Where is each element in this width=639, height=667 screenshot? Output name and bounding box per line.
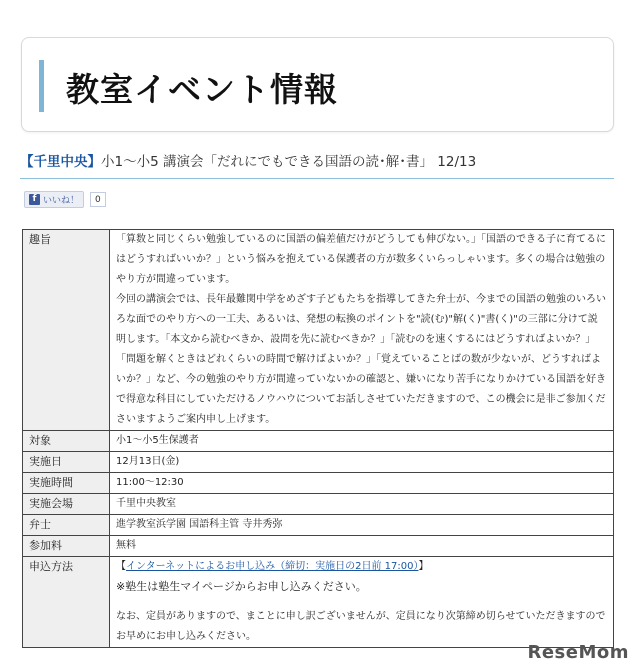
speaker-value: 進学教室浜学園 国語科主管 寺井秀弥 xyxy=(110,515,614,536)
like-count: 0 xyxy=(90,192,106,207)
table-row xyxy=(23,452,614,473)
fee-value: 無料 xyxy=(110,536,614,557)
apply-value xyxy=(110,557,614,648)
time-value: 11:00～12:30 xyxy=(110,473,614,494)
apply-online-link[interactable]: インターネットによるお申し込み（締切：実施日の2日前 17:00） xyxy=(126,561,419,572)
table-row xyxy=(23,494,614,515)
table-row xyxy=(23,536,614,557)
social-bar xyxy=(24,191,106,208)
apply-footer: なお、定員がありますので、まことに申し訳ございませんが、定員になり次第締め切らせていただきますのでお早めにお申し込みください。 xyxy=(116,611,606,642)
table-row xyxy=(23,230,614,431)
table-row xyxy=(23,473,614,494)
gist-paragraph: 今回の講演会では、長年最難関中学をめざす子どもたちを指導してきた弁士が、今までの国語の勉強のいろいろな面でのやり方への一工夫、あるいは、発想の転換のポイントを"読(む)"解(く)"書(く)"の三部に分けて説明します。「本文から読むべきか、設問を先に読むべきか？」「読むのを速くするにはどうすればよいか？」「問題を解くときはどれくらいの時間で解けばよいか？」「覚えていることばの数が少ないが、どうすればよいか？」など、今の勉強のやり方が間違っていないかの確認と、嫌いになり苦手になりかけている国語を好きで得意な科目にしていただけるノウハウについてお話しさせていただきますので、この機会に是非ご参加くださいますようご案内申し上げます。 xyxy=(116,294,606,425)
headline-location: 【千里中央】 xyxy=(20,154,101,170)
gist-paragraph: 「算数と同じくらい勉強しているのに国語の偏差値だけがどうしても伸びない。」「国語のできる子に育てるにはどうすればいいか？」という悩みを抱えている保護者の方が数多くいらっしゃいます。多くの場合は勉強のやり方が間違っています。 xyxy=(116,234,606,285)
facebook-icon: f xyxy=(29,194,40,205)
target-label: 対象 xyxy=(23,431,110,452)
facebook-like-button[interactable] xyxy=(24,191,84,208)
apply-bracket-close: 】 xyxy=(418,561,429,572)
date-label: 実施日 xyxy=(23,452,110,473)
table-row xyxy=(23,557,614,648)
time-label: 実施時間 xyxy=(23,473,110,494)
table-row xyxy=(23,515,614,536)
banner-accent-bar xyxy=(39,60,44,112)
event-headline xyxy=(20,150,614,179)
target-value: 小1～小5生保護者 xyxy=(110,431,614,452)
gist-value xyxy=(110,230,614,431)
table-row xyxy=(23,431,614,452)
resemom-logo: ReseMom xyxy=(527,642,629,663)
venue-value: 千里中央教室 xyxy=(110,494,614,515)
apply-bracket-open: 【 xyxy=(116,561,126,572)
page-banner xyxy=(21,37,614,132)
apply-note: ※塾生は塾生マイページからお申し込みください。 xyxy=(116,580,367,593)
spacer xyxy=(116,597,607,607)
page-title: 教室イベント情報 xyxy=(66,70,338,109)
venue-label: 実施会場 xyxy=(23,494,110,515)
event-info-table xyxy=(22,229,614,648)
apply-link-line xyxy=(116,557,607,577)
fee-label: 参加料 xyxy=(23,536,110,557)
speaker-label: 弁士 xyxy=(23,515,110,536)
apply-label: 申込方法 xyxy=(23,557,110,648)
gist-label: 趣旨 xyxy=(23,230,110,431)
date-value: 12月13日(金) xyxy=(110,452,614,473)
headline-text: 小1～小5 講演会「だれにでもできる国語の読･解･書」 12/13 xyxy=(101,154,477,170)
like-label: いいね！ xyxy=(43,196,80,206)
